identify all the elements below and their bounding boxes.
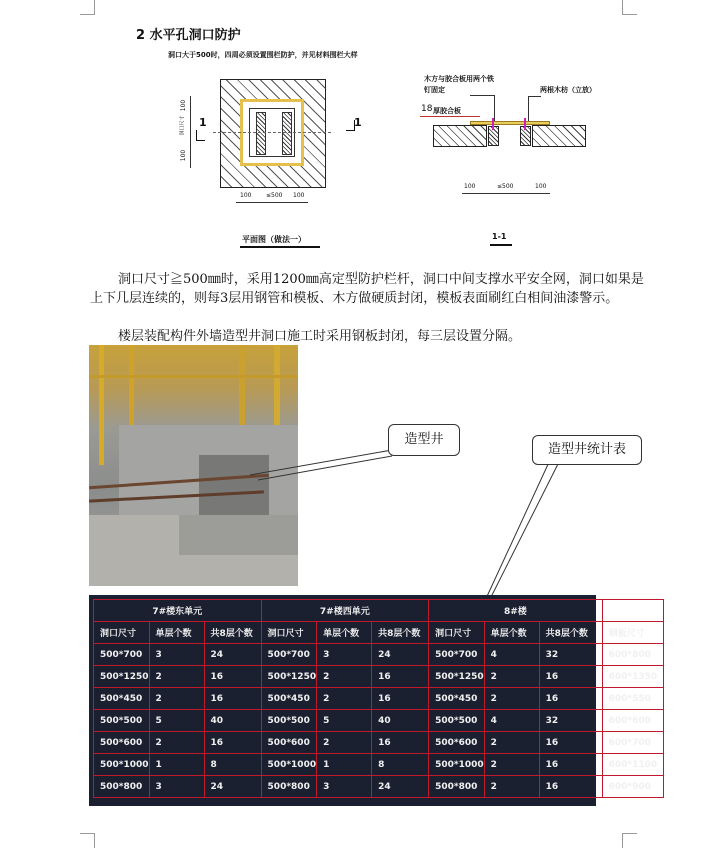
- section-mark-right: 1: [354, 116, 362, 129]
- leader-shaft-2: [258, 456, 392, 480]
- table-row: [94, 710, 664, 732]
- table-column-header: 洞口尺寸: [429, 622, 485, 644]
- table-column-header: 共8层个数: [372, 622, 429, 644]
- table-cell: 500*600: [429, 732, 485, 754]
- table-cell: 16: [204, 688, 261, 710]
- table-cell: 2: [484, 754, 539, 776]
- shaft-statistics-table: [93, 599, 664, 798]
- label-timber: 两根木枋（立放）: [540, 86, 596, 94]
- table-cell: 16: [539, 688, 602, 710]
- table-cell: 32: [539, 710, 602, 732]
- plan-bottom-dim-left: 100: [240, 192, 252, 199]
- paragraph-railing: 洞口尺寸≧500㎜时，采用1200㎜高定型防护栏杆，洞口中间支撑水平安全网，洞口如果是上下几层连续的，则每3层用钢管和模板、木方做硬质封闭，模板表面刷红白相间油漆警示。: [90, 272, 644, 306]
- table-cell: 600*800: [602, 644, 663, 666]
- table-cell: 24: [372, 776, 429, 798]
- table-cell: 24: [372, 644, 429, 666]
- plan-caption: 平面图（做法一）: [242, 235, 306, 244]
- table-cell: 500*1250: [261, 666, 317, 688]
- table-cell: 3: [149, 644, 204, 666]
- table-cell: 3: [317, 644, 372, 666]
- table-group-header: [602, 600, 663, 622]
- table-column-header: 单层个数: [484, 622, 539, 644]
- table-column-header: 单层个数: [317, 622, 372, 644]
- label-glue: 木方与胶合板用两个铁钉固定: [424, 75, 494, 94]
- table-cell: 16: [372, 732, 429, 754]
- plan-side-dim-top: 100: [180, 99, 188, 112]
- table-cell: 3: [149, 776, 204, 798]
- table-group-header: 7#楼东单元: [94, 600, 262, 622]
- table-group-row: [94, 600, 664, 622]
- table-cell: 2: [149, 732, 204, 754]
- table-cell: 500*500: [429, 710, 485, 732]
- table-row: [94, 754, 664, 776]
- label-plywood-num: 18: [421, 104, 433, 114]
- table-cell: 2: [149, 666, 204, 688]
- table-cell: 600*550: [602, 688, 663, 710]
- table-cell: 16: [204, 732, 261, 754]
- section-heading: 2 水平孔洞口防护: [136, 28, 241, 43]
- table-column-header: 钢板尺寸: [602, 622, 663, 644]
- table-cell: 500*800: [429, 776, 485, 798]
- leader-stats-2: [487, 460, 560, 605]
- table-cell: 600*700: [602, 732, 663, 754]
- table-cell: 2: [484, 666, 539, 688]
- table-column-header: 共8层个数: [539, 622, 602, 644]
- table-cell: 600*900: [602, 776, 663, 798]
- section-dim-mid: ≤500: [497, 183, 514, 190]
- table-cell: 500*1000: [261, 754, 317, 776]
- table-cell: 4: [484, 644, 539, 666]
- table-column-header: 单层个数: [149, 622, 204, 644]
- table-cell: 500*450: [94, 688, 150, 710]
- table-row: [94, 732, 664, 754]
- table-cell: 500*700: [261, 644, 317, 666]
- table-column-header: 洞口尺寸: [94, 622, 150, 644]
- table-cell: 3: [317, 776, 372, 798]
- drawing-note: 洞口大于500时，四周必须设置围栏防护，并见材料围栏大样: [168, 51, 358, 59]
- table-cell: 1: [149, 754, 204, 776]
- table-group-header: 7#楼西单元: [261, 600, 429, 622]
- plan-bottom-dim-mid: ≤500: [266, 192, 283, 199]
- table-cell: 2: [149, 688, 204, 710]
- table-row: [94, 688, 664, 710]
- table-cell: 32: [539, 644, 602, 666]
- table-cell: 500*1000: [94, 754, 150, 776]
- section-caption: 1-1: [492, 232, 507, 241]
- table-cell: 500*450: [261, 688, 317, 710]
- plan-bottom-dim-right: 100: [293, 192, 305, 199]
- table-cell: 4: [484, 710, 539, 732]
- table-cell: 500*1250: [94, 666, 150, 688]
- paragraph-shaft: 楼层装配构件外墙造型井洞口施工时采用钢板封闭，每三层设置分隔。: [118, 329, 522, 344]
- table-cell: 500*800: [94, 776, 150, 798]
- leader-shaft: [250, 450, 392, 475]
- table-cell: 500*600: [94, 732, 150, 754]
- table-cell: 24: [204, 776, 261, 798]
- table-cell: 5: [317, 710, 372, 732]
- table-cell: 16: [539, 666, 602, 688]
- table-header-row: [94, 622, 664, 644]
- table-cell: 2: [317, 666, 372, 688]
- table-cell: 500*500: [94, 710, 150, 732]
- table-cell: 16: [539, 776, 602, 798]
- table-cell: 1: [317, 754, 372, 776]
- table-cell: 500*500: [261, 710, 317, 732]
- table-cell: 16: [539, 754, 602, 776]
- table-cell: 5: [149, 710, 204, 732]
- table-cell: 500*600: [261, 732, 317, 754]
- table-cell: 500*700: [429, 644, 485, 666]
- table-cell: 2: [484, 732, 539, 754]
- table-cell: 16: [204, 666, 261, 688]
- leader-stats: [483, 460, 550, 605]
- table-cell: 500*800: [261, 776, 317, 798]
- table-cell: 16: [372, 666, 429, 688]
- table-cell: 40: [204, 710, 261, 732]
- table-cell: 2: [317, 688, 372, 710]
- plan-side-dim-bottom: 100: [180, 149, 188, 162]
- table-cell: 2: [484, 776, 539, 798]
- table-cell: 600*1100: [602, 754, 663, 776]
- label-plywood: 厚胶合板: [433, 107, 461, 115]
- plan-side-dim-label: 洞口尺寸: [179, 115, 186, 136]
- section-dim-right: 100: [535, 183, 547, 190]
- section-dim-left: 100: [464, 183, 476, 190]
- table-cell: 500*450: [429, 688, 485, 710]
- table-cell: 8: [372, 754, 429, 776]
- table-row: [94, 644, 664, 666]
- table-cell: 600*600: [602, 710, 663, 732]
- table-cell: 8: [204, 754, 261, 776]
- table-column-header: 共8层个数: [204, 622, 261, 644]
- table-cell: 2: [317, 732, 372, 754]
- callout-stats: 造型井统计表: [532, 435, 642, 465]
- table-row: [94, 776, 664, 798]
- table-cell: 500*1250: [429, 666, 485, 688]
- table-cell: 600*1350: [602, 666, 663, 688]
- section-mark-left: 1: [199, 116, 207, 129]
- table-cell: 2: [484, 688, 539, 710]
- table-cell: 500*700: [94, 644, 150, 666]
- table-cell: 24: [204, 644, 261, 666]
- table-group-header: 8#楼: [429, 600, 603, 622]
- table-cell: 16: [372, 688, 429, 710]
- callout-shaft: 造型井: [388, 424, 460, 456]
- table-row: [94, 666, 664, 688]
- table-cell: 16: [539, 732, 602, 754]
- table-cell: 40: [372, 710, 429, 732]
- table-cell: 500*1000: [429, 754, 485, 776]
- table-column-header: 洞口尺寸: [261, 622, 317, 644]
